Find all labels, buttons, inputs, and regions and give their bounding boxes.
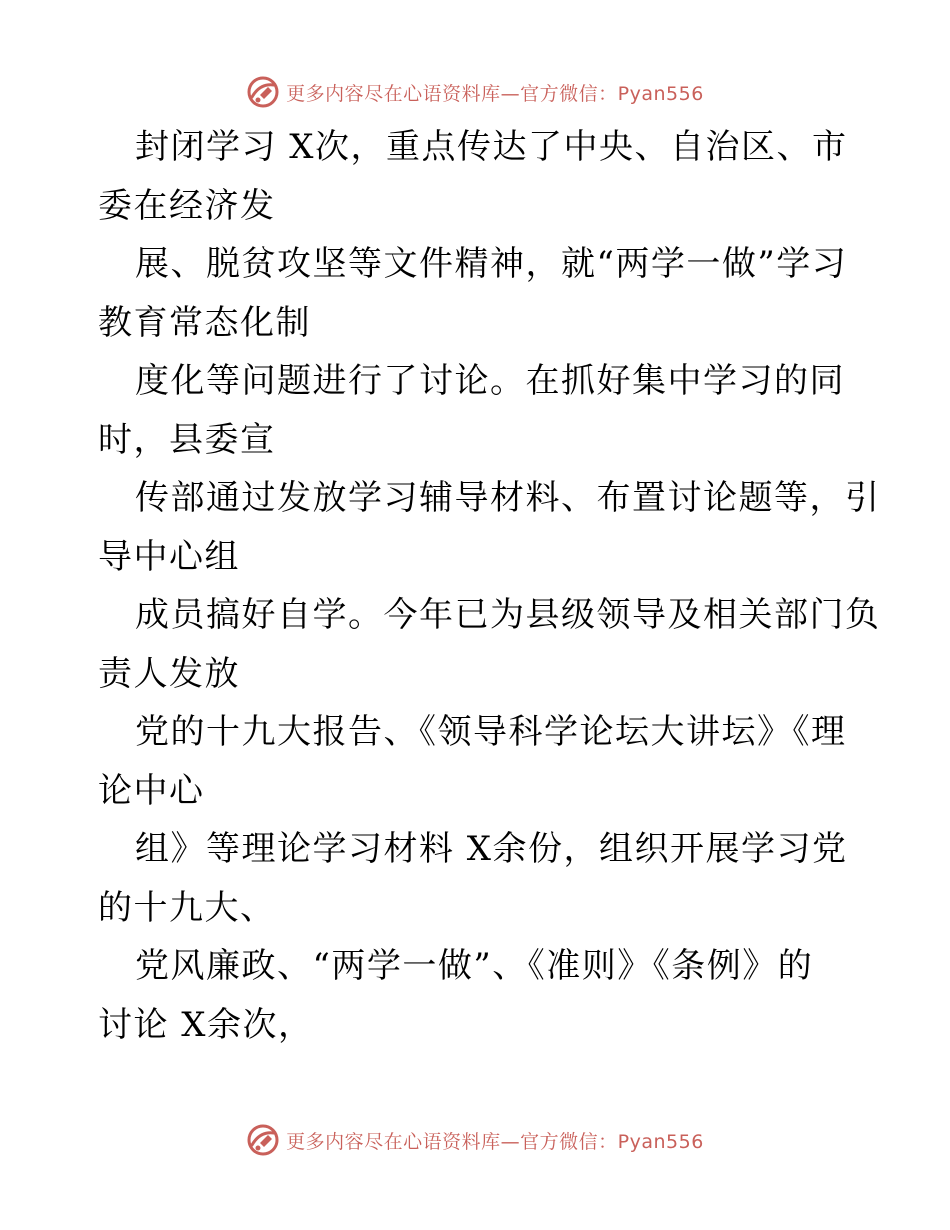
text-line: 封闭学习 X次，重点传达了中央、自治区、市 xyxy=(135,127,848,167)
header-watermark xyxy=(0,70,950,114)
text-line: 讨论 X余次， xyxy=(98,1004,314,1045)
text-line: 度化等问题进行了讨论。在抓好集中学习的同 xyxy=(135,361,845,401)
text-line: 论中心 xyxy=(98,770,205,811)
text-line: 导中心组 xyxy=(98,536,240,577)
text-line: 委在经济发 xyxy=(98,185,276,226)
logo-icon xyxy=(246,1123,280,1157)
footer-watermark xyxy=(0,1118,950,1162)
text-line: 党的十九大报告、《领导科学论坛大讲坛》《理 xyxy=(135,712,847,752)
text-line: 的十九大、 xyxy=(98,887,276,928)
text-line: 组》等理论学习材料 X余份，组织开展学习党 xyxy=(135,829,848,869)
text-line: 党风廉政、“两学一做”、《准则》《条例》的 xyxy=(135,946,814,986)
text-line: 展、脱贫攻坚等文件精神，就“两学一做”学习 xyxy=(135,244,848,284)
body-text xyxy=(98,118,881,1054)
watermark-text: 更多内容尽在心语资料库—官方微信：Pyan556 xyxy=(286,82,704,105)
text-line: 成员搞好自学。今年已为县级领导及相关部门负 xyxy=(135,595,881,635)
watermark-text: 更多内容尽在心语资料库—官方微信：Pyan556 xyxy=(286,1130,704,1153)
text-line: 传部通过发放学习辅导材料、布置讨论题等，引 xyxy=(135,478,881,518)
text-line: 时，县委宣 xyxy=(98,419,276,460)
text-line: 责人发放 xyxy=(98,653,240,694)
logo-icon xyxy=(246,75,280,109)
text-line: 教育常态化制 xyxy=(98,302,311,343)
